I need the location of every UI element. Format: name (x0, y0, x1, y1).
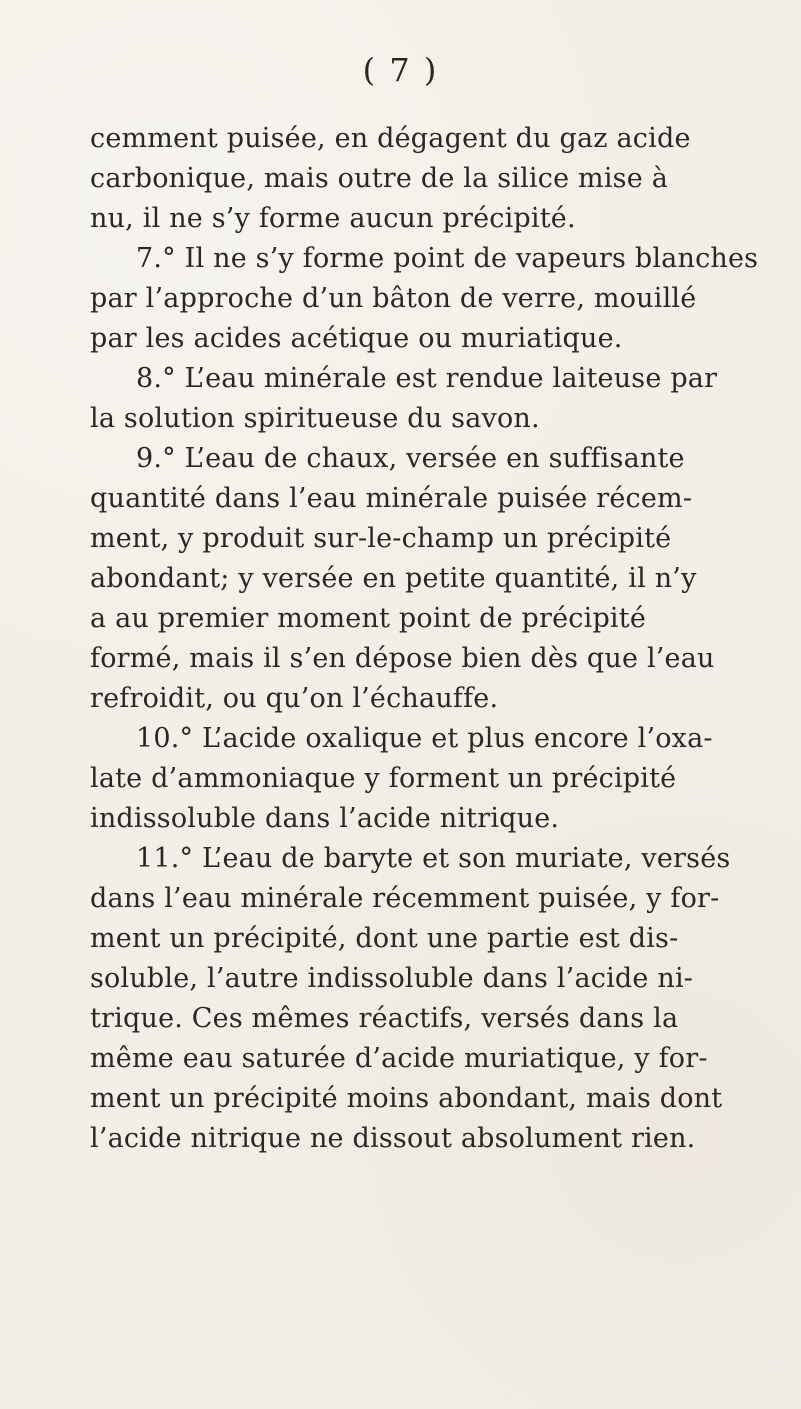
text-line-22: soluble, l’autre indissoluble dans l’acide ni- (90, 963, 694, 994)
text-line-16: 10.° L’acide oxalique et plus encore l’oxa- (136, 723, 713, 754)
text-line-5: par l’approche d’un bâton de verre, mouillé (90, 283, 697, 314)
text-line-20: dans l’eau minérale récemment puisée, y for- (90, 883, 720, 914)
text-line-6: par les acides acétique ou muriatique. (90, 323, 623, 354)
text-line-26: l’acide nitrique ne dissout absolument rien. (90, 1123, 696, 1154)
text-line-12: abondant; y versée en petite quantité, il n’y (90, 563, 697, 594)
text-line-9: 9.° L’eau de chaux, versée en suffisante (136, 443, 685, 474)
text-line-21: ment un précipité, dont une partie est dis- (90, 923, 679, 954)
text-line-13: a au premier moment point de précipité (90, 603, 646, 634)
text-line-2: carbonique, mais outre de la silice mise à (90, 163, 668, 194)
text-line-19: 11.° L’eau de baryte et son muriate, versés (136, 843, 731, 874)
text-line-15: refroidit, ou qu’on l’échauffe. (90, 683, 499, 714)
text-line-17: late d’ammoniaque y forment un précipité (90, 763, 677, 794)
text-line-10: quantité dans l’eau minérale puisée récem- (90, 483, 693, 514)
page-number-header: ( 7 ) (362, 51, 439, 89)
text-line-7: 8.° L’eau minérale est rendue laiteuse par (136, 363, 718, 394)
text-line-4: 7.° Il ne s’y forme point de vapeurs blanches (136, 243, 759, 274)
text-line-14: formé, mais il s’en dépose bien dès que l’eau (90, 643, 715, 674)
text-line-25: ment un précipité moins abondant, mais dont (90, 1083, 723, 1114)
text-line-24: même eau saturée d’acide muriatique, y for- (90, 1043, 708, 1074)
text-line-18: indissoluble dans l’acide nitrique. (90, 803, 560, 834)
text-line-8: la solution spiritueuse du savon. (90, 403, 540, 434)
text-line-1: cemment puisée, en dégagent du gaz acide (90, 123, 691, 154)
text-line-11: ment, y produit sur-le-champ un précipité (90, 523, 672, 554)
text-line-3: nu, il ne s’y forme aucun précipité. (90, 203, 576, 234)
text-line-23: trique. Ces mêmes réactifs, versés dans la (90, 1003, 679, 1034)
